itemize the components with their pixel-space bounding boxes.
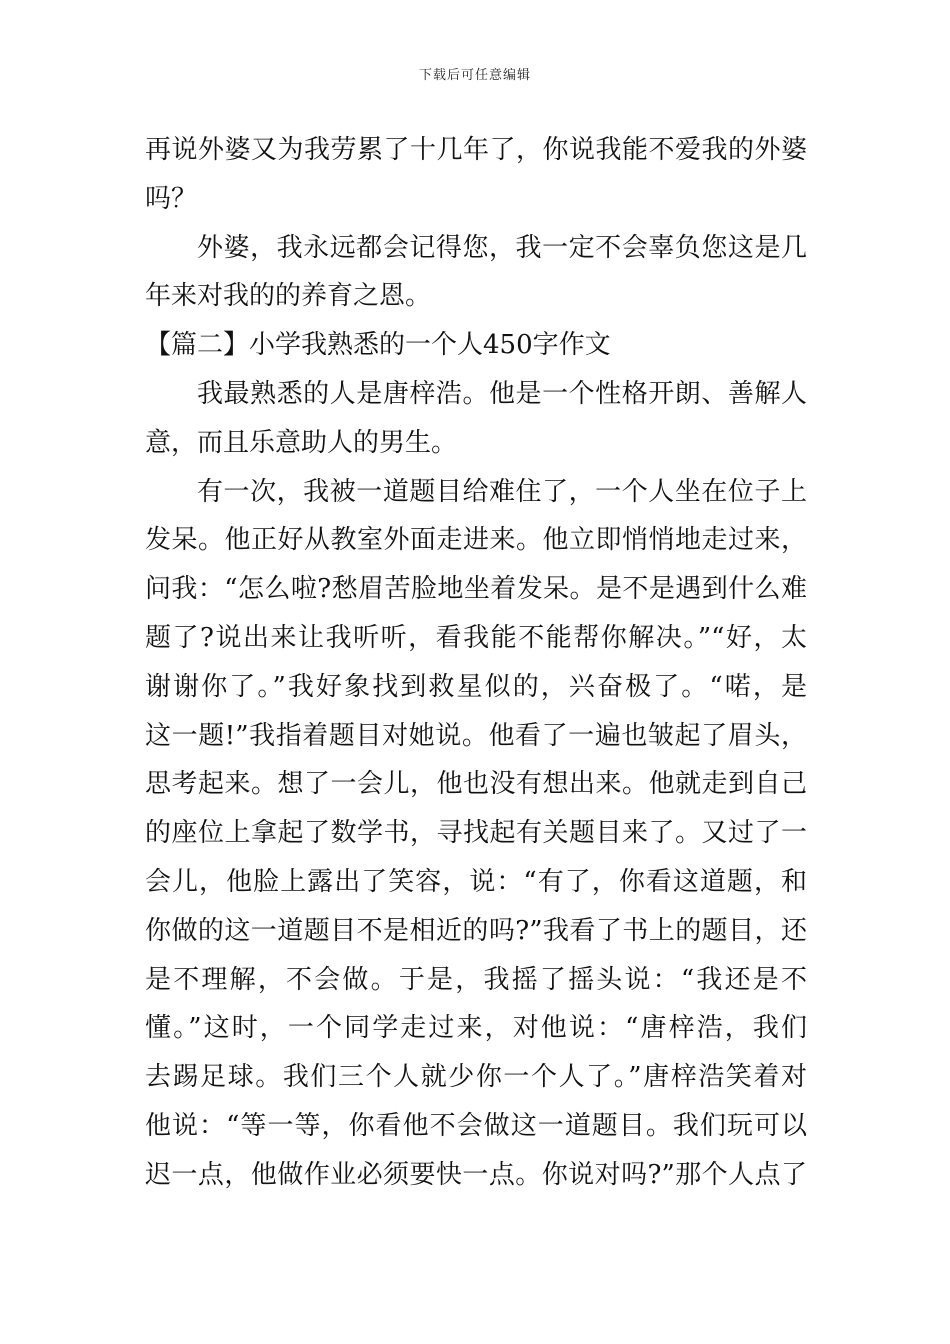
text-line: 迟一点，他做作业必须要快一点。你说对吗?”那个人点了 <box>145 1159 807 1190</box>
text-line: 年来对我的的养育之恩。 <box>145 281 432 312</box>
text-line: 是不理解，不会做。于是，我摇了摇头说：“我还是不 <box>145 964 807 995</box>
text-line: 去踢足球。我们三个人就少你一个人了。”唐梓浩笑着对 <box>145 1062 807 1093</box>
text-line: 他说：“等一等，你看他不会做这一道题目。我们玩可以 <box>145 1110 807 1141</box>
text-line: 的座位上拿起了数学书，寻找起有关题目来了。又过了一 <box>145 818 807 849</box>
document-body <box>145 126 807 1200</box>
text-line: 发呆。他正好从教室外面走进来。他立即悄悄地走过来， <box>145 525 807 556</box>
paragraph-first-line: 有一次，我被一道题目给难住了，一个人坐在位子上 <box>197 476 807 507</box>
page-header: 下载后可任意编辑 <box>418 68 531 83</box>
paragraph-first-line: 外婆，我永远都会记得您，我一定不会辜负您这是几 <box>197 232 807 263</box>
text-line: 意，而且乐意助人的男生。 <box>145 427 458 458</box>
text-line: 问我：“怎么啦?愁眉苦脸地坐着发呆。是不是遇到什么难 <box>145 574 807 605</box>
text-line: 吗？ <box>145 183 198 214</box>
text-line: 会儿，他脸上露出了笑容，说：“有了，你看这道题，和 <box>145 866 807 897</box>
text-line: 再说外婆又为我劳累了十几年了，你说我能不爱我的外婆 <box>145 135 807 165</box>
text-line: 谢谢你了。”我好象找到救星似的，兴奋极了。“喏，是 <box>145 671 807 702</box>
text-line: 题了?说出来让我听听，看我能不能帮你解决。”“好，太 <box>145 622 807 653</box>
text-line: 你做的这一道题目不是相近的吗?”我看了书上的题目，还 <box>145 915 807 946</box>
text-line: 这一题!”我指着题目对她说。他看了一遍也皱起了眉头， <box>145 720 807 751</box>
text-line: 懂。”这时，一个同学走过来，对他说：“唐梓浩，我们 <box>145 1013 807 1044</box>
section-heading: 【篇二】小学我熟悉的一个人450字作文 <box>145 330 611 361</box>
text-line: 思考起来。想了一会儿，他也没有想出来。他就走到自己 <box>145 769 807 800</box>
paragraph-first-line: 我最熟悉的人是唐梓浩。他是一个性格开朗、善解人 <box>197 378 807 409</box>
